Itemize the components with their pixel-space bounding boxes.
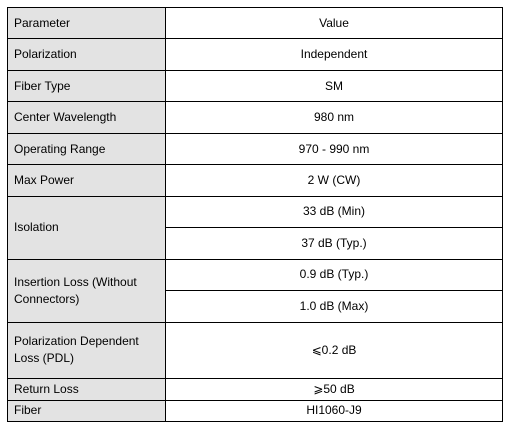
row-value-pdl: ⩽0.2 dB (166, 322, 503, 379)
row-value-max-power: 2 W (CW) (166, 165, 503, 196)
row-label-fiber: Fiber (8, 400, 166, 421)
header-parameter: Parameter (8, 8, 166, 39)
row-value-fiber-type: SM (166, 70, 503, 101)
spec-table (7, 7, 503, 422)
row-label-fiber-type: Fiber Type (8, 70, 166, 101)
table-row (8, 133, 503, 164)
row-value-operating-range: 970 - 990 nm (166, 133, 503, 164)
table-row (8, 102, 503, 133)
table-row (8, 259, 503, 290)
table-row (8, 379, 503, 400)
row-value-return-loss: ⩾50 dB (166, 379, 503, 400)
row-label-max-power: Max Power (8, 165, 166, 196)
row-value-fiber: HI1060-J9 (166, 400, 503, 421)
row-value-polarization: Independent (166, 39, 503, 70)
row-label-isolation: Isolation (8, 196, 166, 259)
row-value-isolation-min: 33 dB (Min) (166, 196, 503, 227)
row-value-center-wavelength: 980 nm (166, 102, 503, 133)
table-row (8, 70, 503, 101)
row-value-insertion-loss-max: 1.0 dB (Max) (166, 291, 503, 322)
row-label-insertion-loss: Insertion Loss (Without Connectors) (8, 259, 166, 322)
row-value-isolation-typ: 37 dB (Typ.) (166, 228, 503, 259)
table-row (8, 39, 503, 70)
row-label-operating-range: Operating Range (8, 133, 166, 164)
header-value: Value (166, 8, 503, 39)
row-label-return-loss: Return Loss (8, 379, 166, 400)
table-row (8, 165, 503, 196)
table-row (8, 400, 503, 421)
row-label-center-wavelength: Center Wavelength (8, 102, 166, 133)
row-value-insertion-loss-typ: 0.9 dB (Typ.) (166, 259, 503, 290)
table-header-row (8, 8, 503, 39)
table-row (8, 322, 503, 379)
table-row (8, 196, 503, 227)
row-label-pdl: Polarization Dependent Loss (PDL) (8, 322, 166, 379)
row-label-polarization: Polarization (8, 39, 166, 70)
